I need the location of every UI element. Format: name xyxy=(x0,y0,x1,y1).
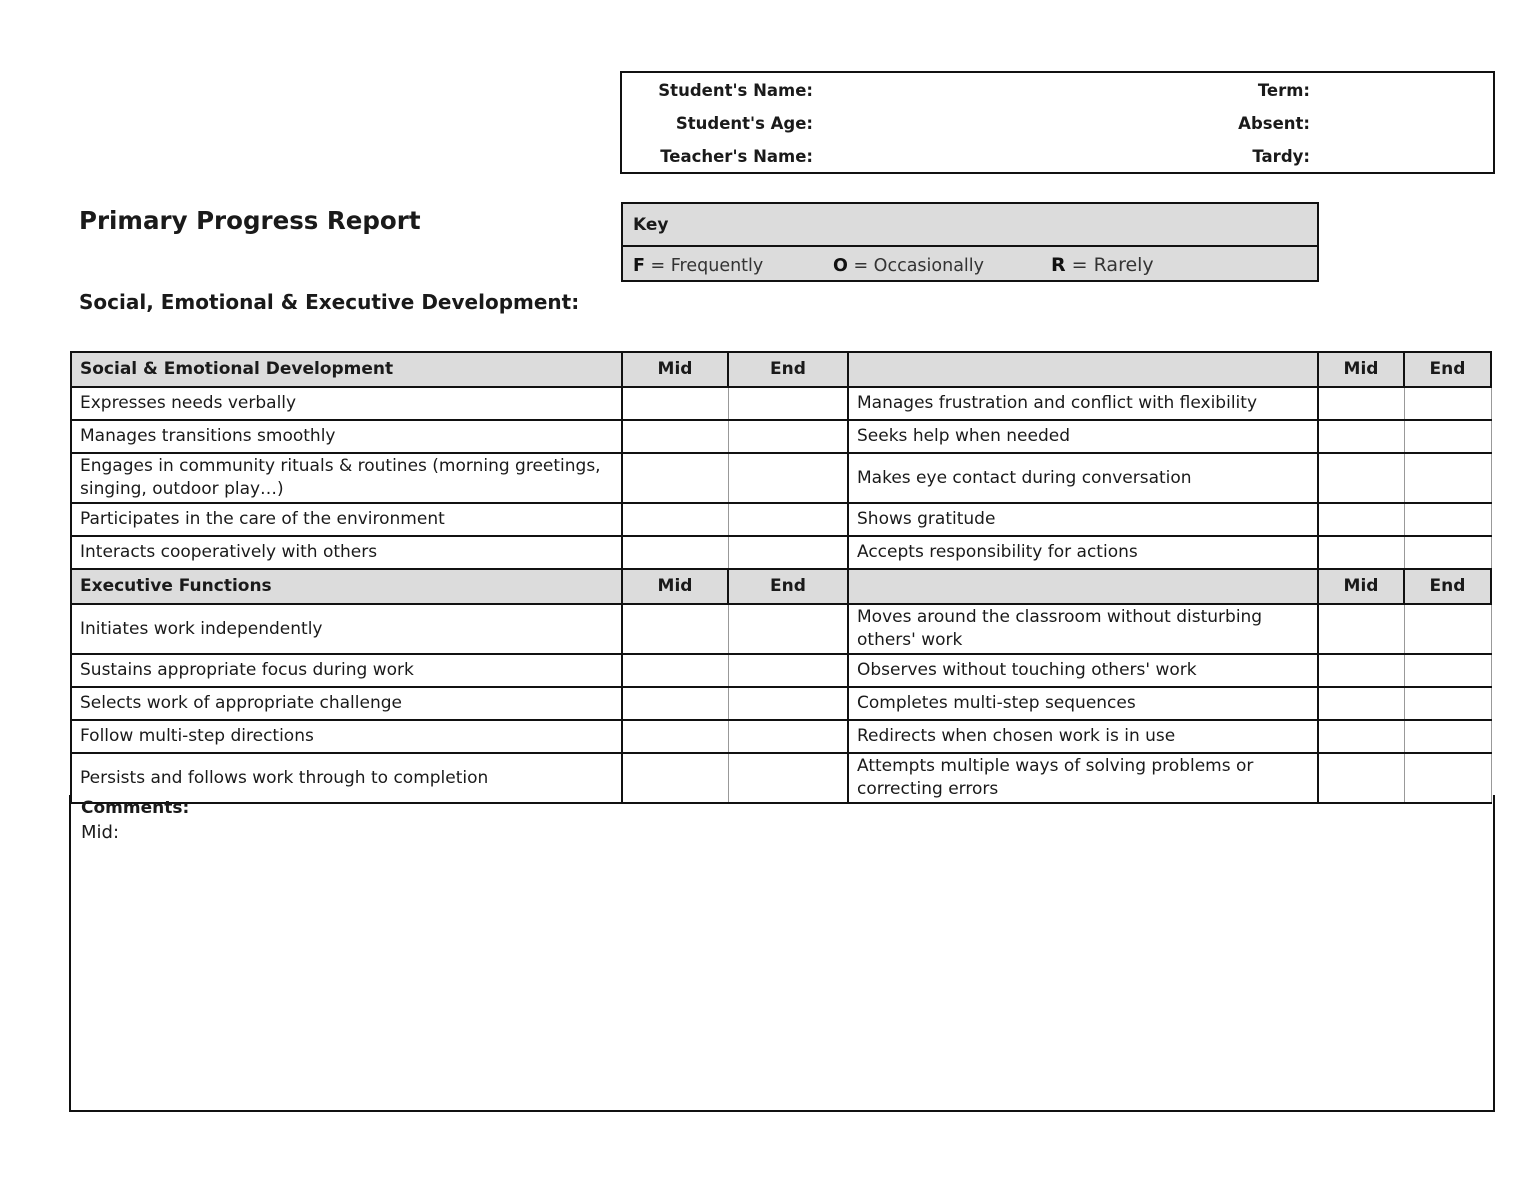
skill-label: Attempts multiple ways of solving problems or correcting errors xyxy=(848,753,1318,803)
end-header: End xyxy=(1404,569,1491,604)
table-row xyxy=(71,604,1491,654)
end-mark-cell[interactable] xyxy=(728,420,848,453)
end-mark-cell[interactable] xyxy=(728,387,848,420)
table-row xyxy=(71,503,1491,536)
end-mark-cell[interactable] xyxy=(1404,420,1491,453)
mid-mark-cell[interactable] xyxy=(622,604,728,654)
key-legend xyxy=(621,202,1319,282)
mid-mark-cell[interactable] xyxy=(622,720,728,753)
key-heading: Key xyxy=(623,204,1317,247)
mid-header: Mid xyxy=(1318,352,1404,387)
skill-label: Completes multi-step sequences xyxy=(848,687,1318,720)
term-label: Term: xyxy=(1257,81,1310,100)
table-row xyxy=(71,420,1491,453)
skill-label: Seeks help when needed xyxy=(848,420,1318,453)
skill-label: Sustains appropriate focus during work xyxy=(71,654,622,687)
end-mark-cell[interactable] xyxy=(1404,654,1491,687)
mid-mark-cell[interactable] xyxy=(622,687,728,720)
end-mark-cell[interactable] xyxy=(728,503,848,536)
mid-mark-cell[interactable] xyxy=(622,453,728,503)
section-header-executive xyxy=(71,569,1491,604)
skill-label: Redirects when chosen work is in use xyxy=(848,720,1318,753)
mid-mark-cell[interactable] xyxy=(622,387,728,420)
right-heading-blank xyxy=(848,569,1318,604)
right-heading-blank xyxy=(848,352,1318,387)
mid-header: Mid xyxy=(622,352,728,387)
info-row-name xyxy=(622,77,1493,103)
mid-mark-cell[interactable] xyxy=(1318,604,1404,654)
end-mark-cell[interactable] xyxy=(1404,503,1491,536)
skill-label: Manages frustration and conflict with flexibility xyxy=(848,387,1318,420)
end-header: End xyxy=(1404,352,1491,387)
end-mark-cell[interactable] xyxy=(728,654,848,687)
development-table xyxy=(70,351,1492,804)
skill-label: Participates in the care of the environment xyxy=(71,503,622,536)
student-name-label: Student's Name: xyxy=(658,81,813,100)
table-row xyxy=(71,453,1491,503)
skill-label: Manages transitions smoothly xyxy=(71,420,622,453)
table-row xyxy=(71,654,1491,687)
mid-header: Mid xyxy=(1318,569,1404,604)
table-row xyxy=(71,387,1491,420)
mid-mark-cell[interactable] xyxy=(622,503,728,536)
comments-mid-label: Mid: xyxy=(81,822,120,843)
skill-label: Expresses needs verbally xyxy=(71,387,622,420)
key-item-occasionally: O = Occasionally xyxy=(833,256,985,276)
table-row xyxy=(71,720,1491,753)
end-mark-cell[interactable] xyxy=(1404,536,1491,569)
student-age-label: Student's Age: xyxy=(675,114,813,133)
section-heading: Social & Emotional Development xyxy=(71,352,622,387)
mid-mark-cell[interactable] xyxy=(1318,687,1404,720)
teacher-name-label: Teacher's Name: xyxy=(660,147,813,166)
absent-label: Absent: xyxy=(1238,114,1310,133)
info-row-teacher xyxy=(622,143,1493,169)
page-title: Primary Progress Report xyxy=(79,206,421,235)
end-header: End xyxy=(728,352,848,387)
mid-mark-cell[interactable] xyxy=(1318,654,1404,687)
table-row xyxy=(71,687,1491,720)
skill-label: Initiates work independently xyxy=(71,604,622,654)
skill-label: Engages in community rituals & routines (morning greetings, singing, outdoor play…) xyxy=(71,453,622,503)
end-mark-cell[interactable] xyxy=(1404,687,1491,720)
skill-label: Moves around the classroom without disturbing others' work xyxy=(848,604,1318,654)
end-mark-cell[interactable] xyxy=(728,536,848,569)
end-mark-cell[interactable] xyxy=(728,453,848,503)
skill-label: Interacts cooperatively with others xyxy=(71,536,622,569)
student-info-box xyxy=(620,71,1495,174)
end-mark-cell[interactable] xyxy=(1404,453,1491,503)
end-mark-cell[interactable] xyxy=(728,720,848,753)
end-mark-cell[interactable] xyxy=(728,687,848,720)
key-item-rarely: R = Rarely xyxy=(1051,254,1154,276)
mid-mark-cell[interactable] xyxy=(622,536,728,569)
end-header: End xyxy=(728,569,848,604)
skill-label: Makes eye contact during conversation xyxy=(848,453,1318,503)
table-row xyxy=(71,536,1491,569)
section-title: Social, Emotional & Executive Development: xyxy=(79,290,580,314)
end-mark-cell[interactable] xyxy=(1404,387,1491,420)
end-mark-cell[interactable] xyxy=(1404,720,1491,753)
skill-label: Follow multi-step directions xyxy=(71,720,622,753)
info-row-age xyxy=(622,110,1493,136)
end-mark-cell[interactable] xyxy=(1404,604,1491,654)
skill-label: Persists and follows work through to completion xyxy=(71,753,622,803)
mid-header: Mid xyxy=(622,569,728,604)
mid-mark-cell[interactable] xyxy=(1318,420,1404,453)
mid-mark-cell[interactable] xyxy=(622,420,728,453)
mid-mark-cell[interactable] xyxy=(622,654,728,687)
key-item-frequently: F = Frequently xyxy=(633,256,764,276)
mid-mark-cell[interactable] xyxy=(1318,536,1404,569)
comments-box[interactable] xyxy=(69,795,1495,1112)
tardy-label: Tardy: xyxy=(1252,147,1310,166)
mid-mark-cell[interactable] xyxy=(1318,453,1404,503)
section-heading: Executive Functions xyxy=(71,569,622,604)
section-header-social xyxy=(71,352,1491,387)
end-mark-cell[interactable] xyxy=(728,604,848,654)
skill-label: Shows gratitude xyxy=(848,503,1318,536)
skill-label: Observes without touching others' work xyxy=(848,654,1318,687)
skill-label: Selects work of appropriate challenge xyxy=(71,687,622,720)
mid-mark-cell[interactable] xyxy=(1318,503,1404,536)
comments-label: Comments: xyxy=(81,798,190,818)
skill-label: Accepts responsibility for actions xyxy=(848,536,1318,569)
mid-mark-cell[interactable] xyxy=(1318,720,1404,753)
mid-mark-cell[interactable] xyxy=(1318,387,1404,420)
